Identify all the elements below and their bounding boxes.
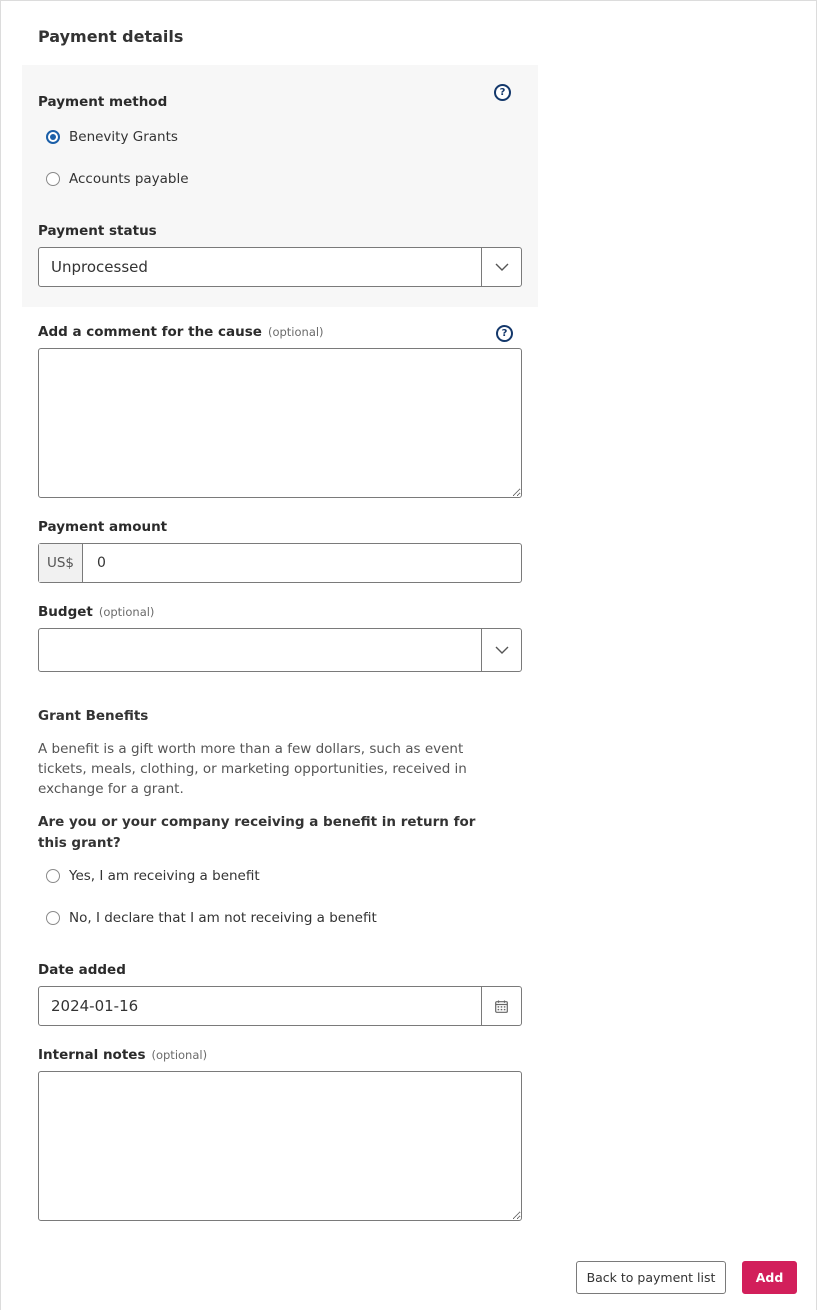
payment-status-label: Payment status xyxy=(38,223,157,239)
currency-prefix: US$ xyxy=(39,544,83,582)
radio-unchecked-icon[interactable] xyxy=(46,172,60,186)
optional-tag: (optional) xyxy=(98,605,155,619)
radio-label: No, I declare that I am not receiving a benefit xyxy=(69,910,377,926)
radio-benefit-no[interactable] xyxy=(46,909,377,927)
internal-notes-textarea[interactable] xyxy=(38,1071,522,1221)
payment-method-label: Payment method xyxy=(38,94,168,110)
optional-tag: (optional) xyxy=(267,325,324,339)
budget-select[interactable] xyxy=(38,628,522,672)
internal-notes-label xyxy=(38,1047,207,1063)
radio-accounts-payable[interactable] xyxy=(46,170,189,188)
internal-notes-label-text: Internal notes xyxy=(38,1047,146,1063)
payment-status-select[interactable] xyxy=(38,247,522,287)
payment-amount-label: Payment amount xyxy=(38,519,168,535)
payment-amount-field[interactable] xyxy=(38,543,522,583)
budget-label-text: Budget xyxy=(38,604,93,620)
date-picker-button[interactable] xyxy=(481,987,521,1025)
comment-textarea[interactable] xyxy=(38,348,522,498)
chevron-down-icon xyxy=(495,646,509,655)
radio-benevity-grants[interactable] xyxy=(46,128,178,146)
radio-checked-icon[interactable] xyxy=(46,130,60,144)
grant-benefits-heading: Grant Benefits xyxy=(38,708,149,724)
payment-status-value: Unprocessed xyxy=(51,258,148,276)
back-to-payment-list-button[interactable]: Back to payment list xyxy=(576,1261,726,1294)
date-added-input[interactable] xyxy=(39,987,481,1025)
budget-label xyxy=(38,604,154,620)
radio-benefit-yes[interactable] xyxy=(46,867,260,885)
calendar-icon xyxy=(495,1000,508,1013)
question-circle-icon[interactable]: ? xyxy=(494,84,511,101)
add-button[interactable]: Add xyxy=(742,1261,797,1294)
budget-dropdown-toggle[interactable] xyxy=(481,629,521,671)
radio-label: Benevity Grants xyxy=(69,129,178,145)
radio-unchecked-icon[interactable] xyxy=(46,911,60,925)
radio-unchecked-icon[interactable] xyxy=(46,869,60,883)
grant-benefits-question: Are you or your company receiving a benefit in return for this grant? xyxy=(38,814,476,851)
radio-label: Accounts payable xyxy=(69,171,189,187)
payment-status-dropdown-toggle[interactable] xyxy=(481,248,521,286)
comment-label xyxy=(38,324,324,340)
radio-label: Yes, I am receiving a benefit xyxy=(69,868,260,884)
chevron-down-icon xyxy=(495,263,509,272)
question-circle-icon[interactable]: ? xyxy=(496,325,513,342)
grant-benefits-description: A benefit is a gift worth more than a few dollars, such as event tickets, meals, clothing, or marketing opportunities, received in exchange for a grant. xyxy=(38,741,467,797)
payment-amount-input[interactable] xyxy=(83,544,521,582)
optional-tag: (optional) xyxy=(151,1048,208,1062)
page-title: Payment details xyxy=(38,27,184,46)
comment-label-text: Add a comment for the cause xyxy=(38,324,262,340)
date-added-field[interactable] xyxy=(38,986,522,1026)
date-added-label: Date added xyxy=(38,962,126,978)
